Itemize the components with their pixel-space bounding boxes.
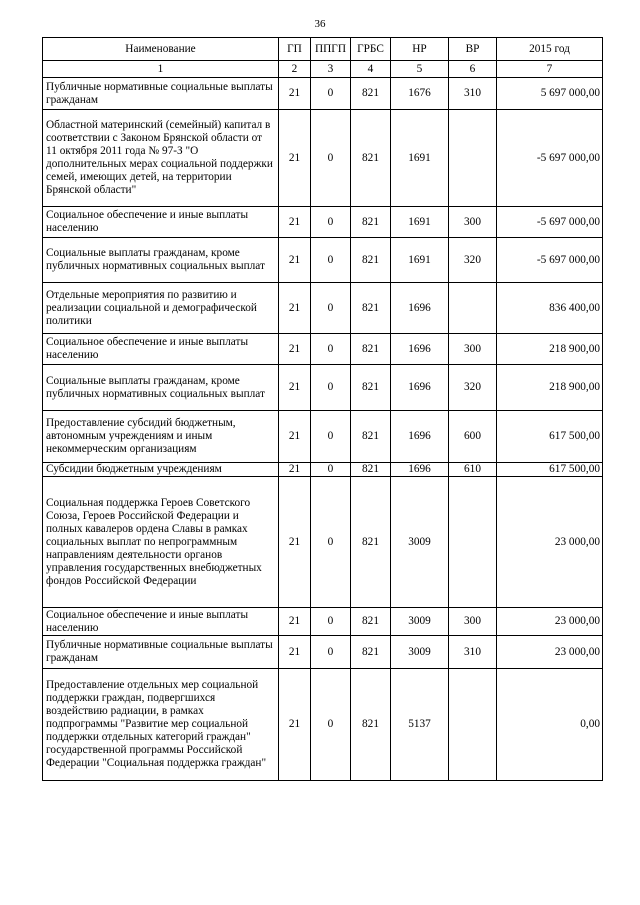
row-pgp: 0	[311, 669, 351, 781]
row-name: Социальные выплаты гражданам, кроме публичных нормативных социальных выплат	[43, 238, 279, 283]
row-np: 5137	[391, 669, 449, 781]
row-vr	[449, 477, 497, 608]
row-vr: 310	[449, 636, 497, 669]
row-gp: 21	[279, 636, 311, 669]
row-grbs: 821	[351, 207, 391, 238]
row-pgp: 0	[311, 334, 351, 365]
row-np: 3009	[391, 608, 449, 636]
column-number: 1	[43, 61, 279, 78]
row-name: Публичные нормативные социальные выплаты гражданам	[43, 78, 279, 110]
row-name: Социальные выплаты гражданам, кроме публичных нормативных социальных выплат	[43, 365, 279, 411]
row-amount: 218 900,00	[497, 334, 603, 365]
row-gp: 21	[279, 110, 311, 207]
row-pgp: 0	[311, 477, 351, 608]
header-row	[43, 38, 603, 61]
row-pgp: 0	[311, 283, 351, 334]
row-pgp: 0	[311, 365, 351, 411]
row-grbs: 821	[351, 463, 391, 477]
header-name: Наименование	[43, 38, 279, 61]
row-pgp: 0	[311, 78, 351, 110]
row-name: Предоставление отдельных мер социальной поддержки граждан, подвергшихся воздействию радиации, в рамках подпрограммы "Развитие мер социальной поддержки отдельных категорий граждан" государственной программы Российской Федерации "Социальная поддержка граждан"	[43, 669, 279, 781]
row-np: 1676	[391, 78, 449, 110]
row-amount: 218 900,00	[497, 365, 603, 411]
header-vr: ВР	[449, 38, 497, 61]
row-name: Отдельные мероприятия по развитию и реализации социальной и демографической политики	[43, 283, 279, 334]
table-row	[43, 636, 603, 669]
row-gp: 21	[279, 411, 311, 463]
row-vr	[449, 283, 497, 334]
row-amount: -5 697 000,00	[497, 207, 603, 238]
row-vr: 300	[449, 334, 497, 365]
row-amount: 5 697 000,00	[497, 78, 603, 110]
row-amount: 617 500,00	[497, 411, 603, 463]
row-amount: 23 000,00	[497, 477, 603, 608]
row-pgp: 0	[311, 110, 351, 207]
row-name: Социальная поддержка Героев Советского Союза, Героев Российской Федерации и полных кавалеров ордена Славы в рамках социальных выплат по непрограммным направлениям деятельности органов управления государственных внебюджетных фондов Российской Федерации	[43, 477, 279, 608]
row-np: 1696	[391, 463, 449, 477]
row-vr: 610	[449, 463, 497, 477]
row-name: Субсидии бюджетным учреждениям	[43, 463, 279, 477]
header-np: НР	[391, 38, 449, 61]
row-pgp: 0	[311, 238, 351, 283]
row-grbs: 821	[351, 608, 391, 636]
row-vr: 300	[449, 207, 497, 238]
column-number: 2	[279, 61, 311, 78]
row-name: Социальное обеспечение и иные выплаты населению	[43, 608, 279, 636]
column-number: 4	[351, 61, 391, 78]
table-row	[43, 608, 603, 636]
row-amount: -5 697 000,00	[497, 110, 603, 207]
row-vr: 300	[449, 608, 497, 636]
row-gp: 21	[279, 78, 311, 110]
row-gp: 21	[279, 669, 311, 781]
row-grbs: 821	[351, 283, 391, 334]
row-np: 1696	[391, 334, 449, 365]
column-number: 7	[497, 61, 603, 78]
row-amount: 836 400,00	[497, 283, 603, 334]
row-vr: 320	[449, 365, 497, 411]
row-grbs: 821	[351, 78, 391, 110]
table-row	[43, 78, 603, 110]
row-np: 1696	[391, 365, 449, 411]
row-gp: 21	[279, 608, 311, 636]
row-gp: 21	[279, 477, 311, 608]
row-np: 3009	[391, 477, 449, 608]
header-pgp: ППГП	[311, 38, 351, 61]
row-pgp: 0	[311, 463, 351, 477]
row-pgp: 0	[311, 608, 351, 636]
row-name: Социальное обеспечение и иные выплаты населению	[43, 207, 279, 238]
row-name: Областной материнский (семейный) капитал в соответствии с Законом Брянской области от 11 октября 2011 года № 97-З "О дополнительных мерах социальной поддержки семей, имеющих детей, на территории Брянской области"	[43, 110, 279, 207]
row-name: Предоставление субсидий бюджетным, автономным учреждениям и иным некоммерческим организациям	[43, 411, 279, 463]
header-year: 2015 год	[497, 38, 603, 61]
table-row	[43, 365, 603, 411]
row-amount: 0,00	[497, 669, 603, 781]
row-vr	[449, 669, 497, 781]
row-np: 1696	[391, 283, 449, 334]
row-gp: 21	[279, 334, 311, 365]
column-number: 5	[391, 61, 449, 78]
budget-table	[42, 37, 603, 781]
row-amount: -5 697 000,00	[497, 238, 603, 283]
row-vr: 310	[449, 78, 497, 110]
row-amount: 23 000,00	[497, 636, 603, 669]
row-grbs: 821	[351, 334, 391, 365]
row-np: 3009	[391, 636, 449, 669]
row-grbs: 821	[351, 365, 391, 411]
row-grbs: 821	[351, 669, 391, 781]
row-grbs: 821	[351, 110, 391, 207]
row-name: Публичные нормативные социальные выплаты гражданам	[43, 636, 279, 669]
row-name: Социальное обеспечение и иные выплаты населению	[43, 334, 279, 365]
row-np: 1691	[391, 238, 449, 283]
row-np: 1691	[391, 110, 449, 207]
row-amount: 617 500,00	[497, 463, 603, 477]
table-row	[43, 411, 603, 463]
page-number: 36	[314, 18, 326, 30]
row-pgp: 0	[311, 207, 351, 238]
row-gp: 21	[279, 238, 311, 283]
row-vr	[449, 110, 497, 207]
header-gp: ГП	[279, 38, 311, 61]
row-gp: 21	[279, 207, 311, 238]
row-vr: 600	[449, 411, 497, 463]
column-number-row	[43, 61, 603, 78]
row-gp: 21	[279, 283, 311, 334]
table-row	[43, 334, 603, 365]
table-row	[43, 238, 603, 283]
table-row	[43, 283, 603, 334]
column-number: 3	[311, 61, 351, 78]
row-grbs: 821	[351, 477, 391, 608]
row-pgp: 0	[311, 636, 351, 669]
table-row	[43, 110, 603, 207]
table-row	[43, 207, 603, 238]
column-number: 6	[449, 61, 497, 78]
row-grbs: 821	[351, 636, 391, 669]
row-pgp: 0	[311, 411, 351, 463]
row-amount: 23 000,00	[497, 608, 603, 636]
row-np: 1696	[391, 411, 449, 463]
row-gp: 21	[279, 365, 311, 411]
row-vr: 320	[449, 238, 497, 283]
table-row	[43, 477, 603, 608]
row-grbs: 821	[351, 411, 391, 463]
table-row	[43, 669, 603, 781]
table-row	[43, 463, 603, 477]
row-grbs: 821	[351, 238, 391, 283]
header-grbs: ГРБС	[351, 38, 391, 61]
row-gp: 21	[279, 463, 311, 477]
row-np: 1691	[391, 207, 449, 238]
